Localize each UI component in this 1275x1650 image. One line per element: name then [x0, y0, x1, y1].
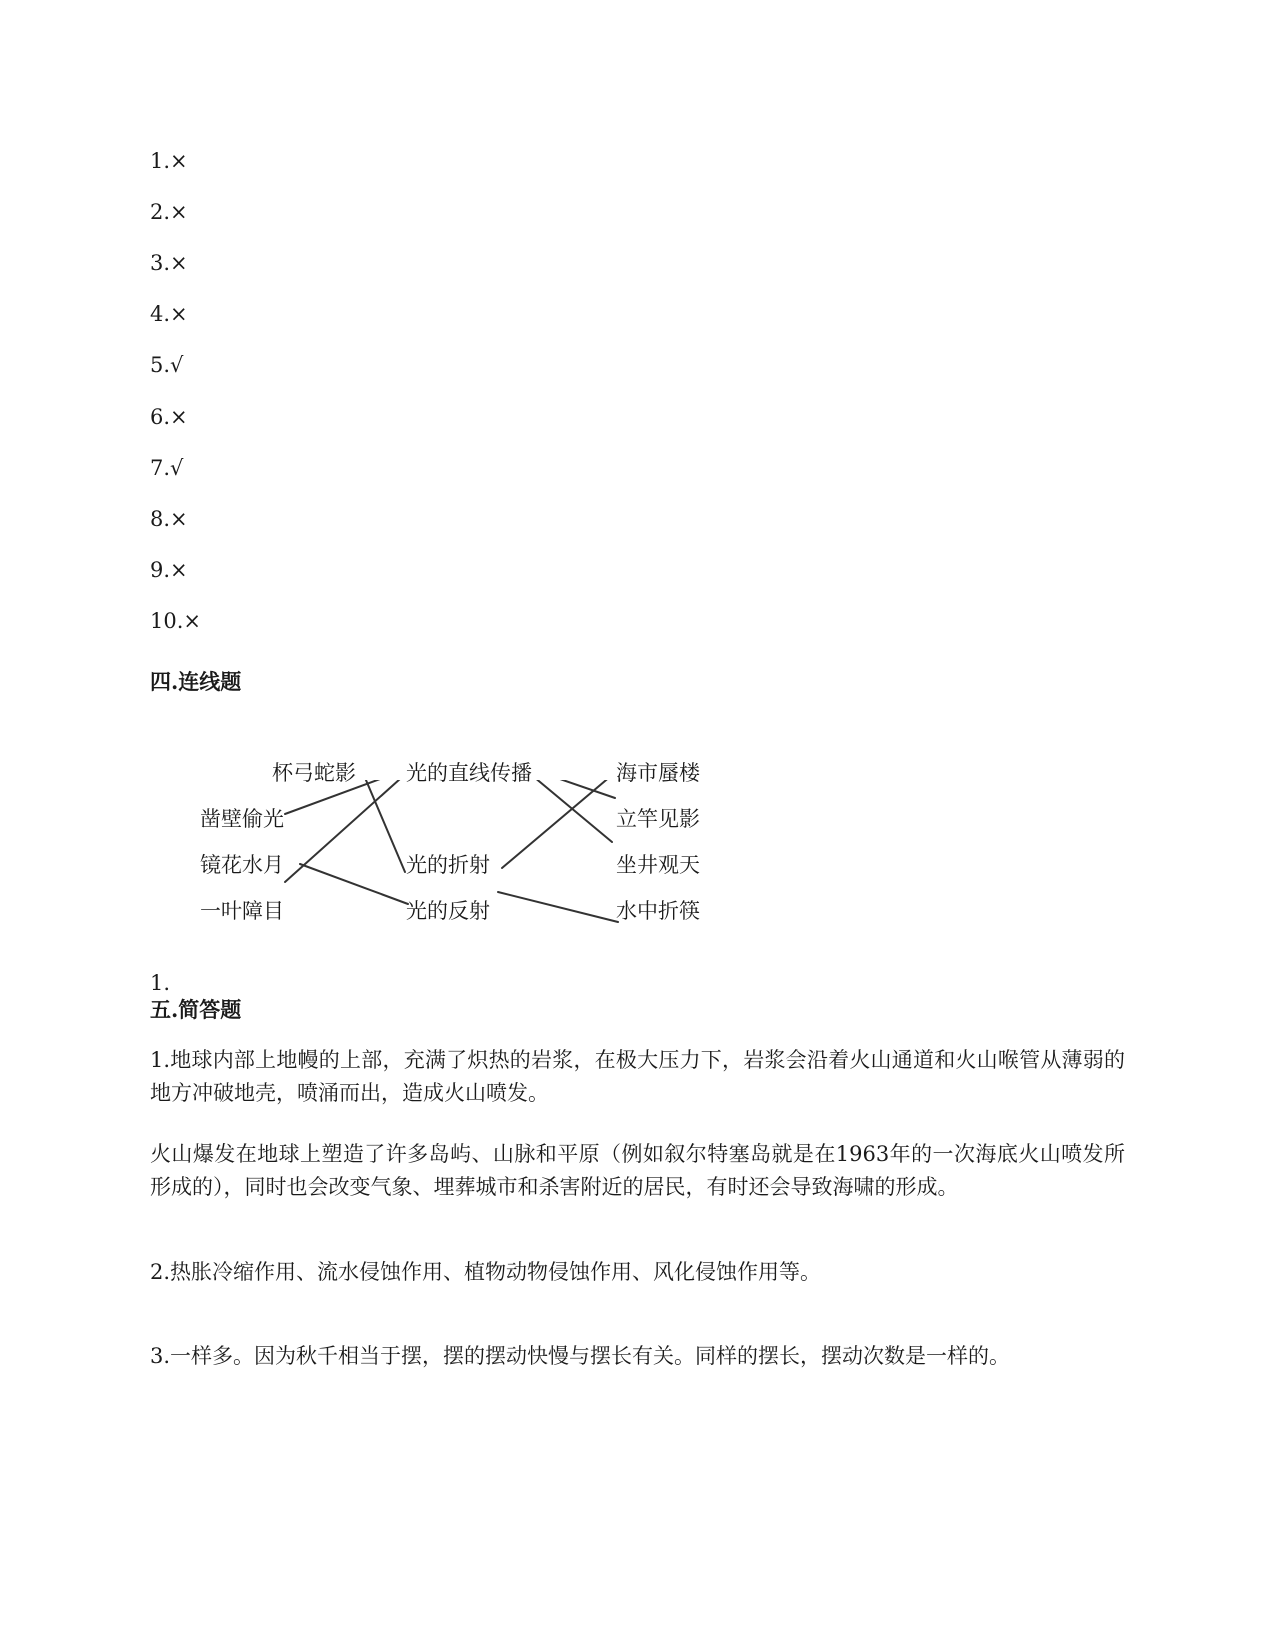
judgment-answer-2: 2.× [150, 200, 188, 224]
term-zuojingguantian: 坐井观天 [616, 853, 700, 877]
term-yiyezhangmu: 一叶障目 [200, 899, 284, 923]
link-yiyezhangmu-zhixian [285, 780, 410, 882]
term-light-reflection: 光的反射 [406, 899, 490, 923]
judgment-answer-3: 3.× [150, 251, 188, 275]
term-jinghuashuiyue: 镜花水月 [200, 853, 284, 877]
short-answer-1: 1.地球内部上地幔的上部，充满了炽热的岩浆，在极大压力下，岩浆会沿着火山通道和火山喉管从薄弱的地方冲破地壳，喷涌而出，造成火山喷发。 [150, 1048, 1125, 1105]
term-shuizhongzhezhu: 水中折筷 [616, 899, 700, 923]
judgment-answer-9: 9.× [150, 558, 188, 582]
matching-answer-label: 1. [150, 971, 171, 995]
short-answer-3: 3.一样多。因为秋千相当于摆，摆的摆动快慢与摆长有关。同样的摆长，摆动次数是一样的。 [150, 1344, 1011, 1368]
judgment-answer-10: 10.× [150, 609, 201, 633]
section-heading-short-answer: 五.简答题 [150, 997, 242, 1022]
short-answer-1-continued: 火山爆发在地球上塑造了许多岛屿、山脉和平原（例如叙尔特塞岛就是在1963年的一次海底火山喷发所形成的），同时也会改变气象、埋葬城市和杀害附近的居民，有时还会导致海啸的形成。 [150, 1142, 1125, 1199]
judgment-answer-8: 8.× [150, 507, 188, 531]
section-heading-matching: 四.连线题 [150, 669, 242, 694]
judgment-answer-4: 4.× [150, 302, 188, 326]
matching-figure [200, 761, 740, 960]
judgment-answer-1: 1.× [150, 149, 188, 173]
judgment-answer-7: 7.√ [150, 456, 184, 480]
term-liganjianying: 立竿见影 [616, 807, 700, 831]
term-beigongsheying: 杯弓蛇影 [272, 761, 356, 785]
link-zheshe-shuizhong [498, 892, 618, 922]
term-haishishenlou: 海市蜃楼 [616, 761, 700, 785]
short-answer-2: 2.热胀冷缩作用、流水侵蚀作用、植物动物侵蚀作用、风化侵蚀作用等。 [150, 1260, 822, 1284]
term-zaobitouguang: 凿壁偷光 [200, 807, 284, 831]
link-jinghuashuiyue-fanshe [300, 864, 408, 904]
judgment-answer-6: 6.× [150, 405, 188, 429]
term-light-refraction: 光的折射 [406, 853, 490, 877]
judgment-answer-5: 5.√ [150, 353, 184, 377]
term-light-straight-line: 光的直线传播 [406, 761, 532, 785]
